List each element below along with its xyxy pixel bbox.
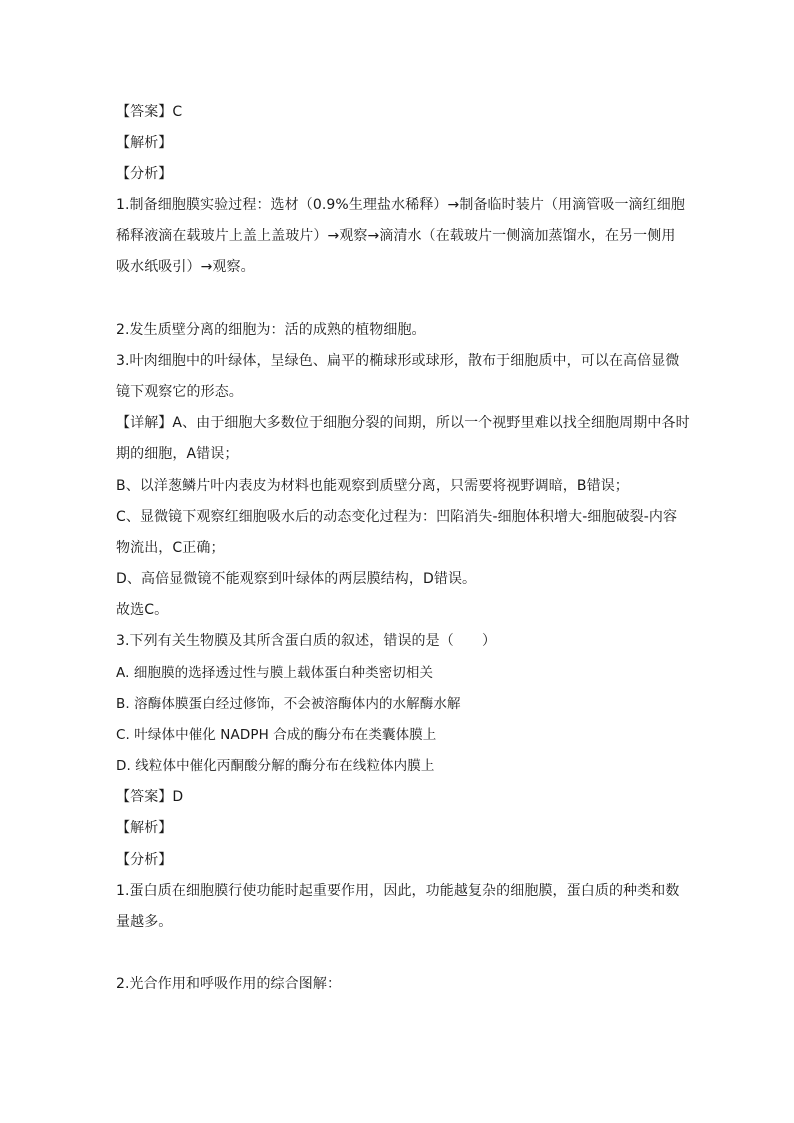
paragraph-line: 量越多。 <box>116 914 173 930</box>
paragraph-line: 3.叶肉细胞中的叶绿体，呈绿色、扁平的椭球形或球形，散布于细胞质中，可以在高倍显微 <box>116 353 680 369</box>
paragraph-line: 镜下观察它的形态。 <box>116 384 243 400</box>
answer-line-2: 【答案】D <box>116 789 184 805</box>
detail-line: D、高倍显微镜不能观察到叶绿体的两层膜结构，D错误。 <box>116 571 477 587</box>
paragraph-line: 吸水纸吸引）→观察。 <box>116 259 255 275</box>
detail-line: 物流出，C正确； <box>116 540 225 556</box>
detail-line: C、显微镜下观察红细胞吸水后的动态变化过程为：凹陷消失-细胞体积增大-细胞破裂-内容 <box>116 509 678 525</box>
option-b: B. 溶酶体膜蛋白经过修饰，不会被溶酶体内的水解酶水解 <box>116 696 461 712</box>
conclusion-line: 故选C。 <box>116 602 169 618</box>
analysis-heading-2: 【解析】 <box>116 820 173 836</box>
option-d: D. 线粒体中催化丙酮酸分解的酶分布在线粒体内膜上 <box>116 758 435 774</box>
breakdown-heading-2: 【分析】 <box>116 852 173 868</box>
analysis-heading-1: 【解析】 <box>116 135 173 151</box>
detail-line: B、以洋葱鳞片叶内表皮为材料也能观察到质壁分离，只需要将视野调暗，B错误； <box>116 478 629 494</box>
breakdown-heading-1: 【分析】 <box>116 166 173 182</box>
paragraph-line: 2.发生质壁分离的细胞为：活的成熟的植物细胞。 <box>116 322 426 338</box>
paragraph-line: 1.制备细胞膜实验过程：选材（0.9%生理盐水稀释）→制备临时装片（用滴管吸一滴红细胞 <box>116 197 685 213</box>
paragraph-line: 稀释液滴在载玻片上盖上盖玻片）→观察→滴清水（在载玻片一侧滴加蒸馏水，在另一侧用 <box>116 228 676 244</box>
question-stem: 3.下列有关生物膜及其所含蛋白质的叙述，错误的是（ ） <box>116 633 497 649</box>
option-a: A. 细胞膜的选择透过性与膜上载体蛋白种类密切相关 <box>116 665 434 681</box>
detail-line: 期的细胞，A错误； <box>116 446 239 462</box>
detail-line: 【详解】A、由于细胞大多数位于细胞分裂的间期，所以一个视野里难以找全细胞周期中各时 <box>116 415 690 431</box>
paragraph-line: 1.蛋白质在细胞膜行使功能时起重要作用，因此，功能越复杂的细胞膜，蛋白质的种类和数 <box>116 883 680 899</box>
paragraph-line: 2.光合作用和呼吸作用的综合图解： <box>116 976 342 992</box>
option-c: C. 叶绿体中催化 NADPH 合成的酶分布在类囊体膜上 <box>116 727 437 743</box>
answer-line-1: 【答案】C <box>116 104 183 120</box>
